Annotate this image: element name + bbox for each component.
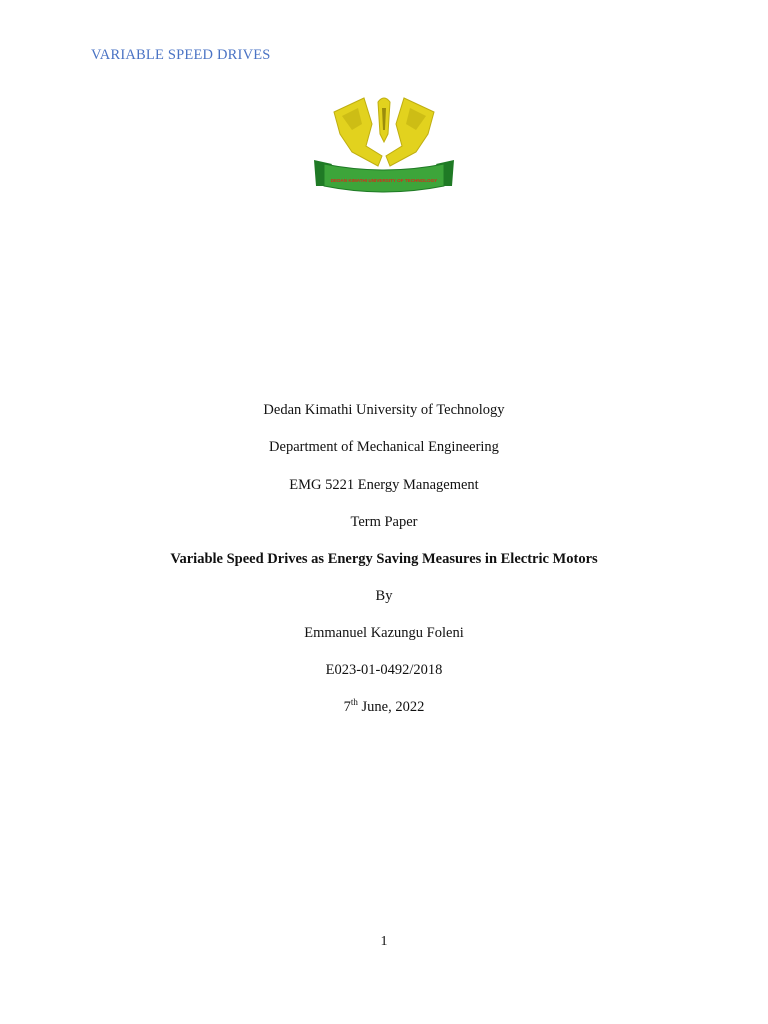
submission-date [0,698,768,716]
university-name: Dedan Kimathi University of Technology [263,402,505,418]
date-rest: June, 2022 [357,699,425,715]
emblem-ribbon [314,160,454,192]
course-name: EMG 5221 Energy Management [289,477,479,493]
university-logo [312,94,456,198]
emblem-wings [334,98,434,166]
department-name: Department of Mechanical Engineering [269,439,499,455]
registration-number: E023-01-0492/2018 [325,662,443,678]
author-name: Emmanuel Kazungu Foleni [304,625,464,641]
date-suffix: th [350,697,358,708]
page-number: 1 [380,934,388,949]
paper-title: Variable Speed Drives as Energy Saving Measures in Electric Motors [170,551,598,567]
by-label: By [375,588,393,604]
paper-type: Term Paper [350,514,418,530]
date-day: 7 [343,699,351,715]
ribbon-text: DEDAN KIMATHI UNIVERSITY OF TECHNOLOGY [330,178,438,183]
running-header: VARIABLE SPEED DRIVES [91,47,271,63]
